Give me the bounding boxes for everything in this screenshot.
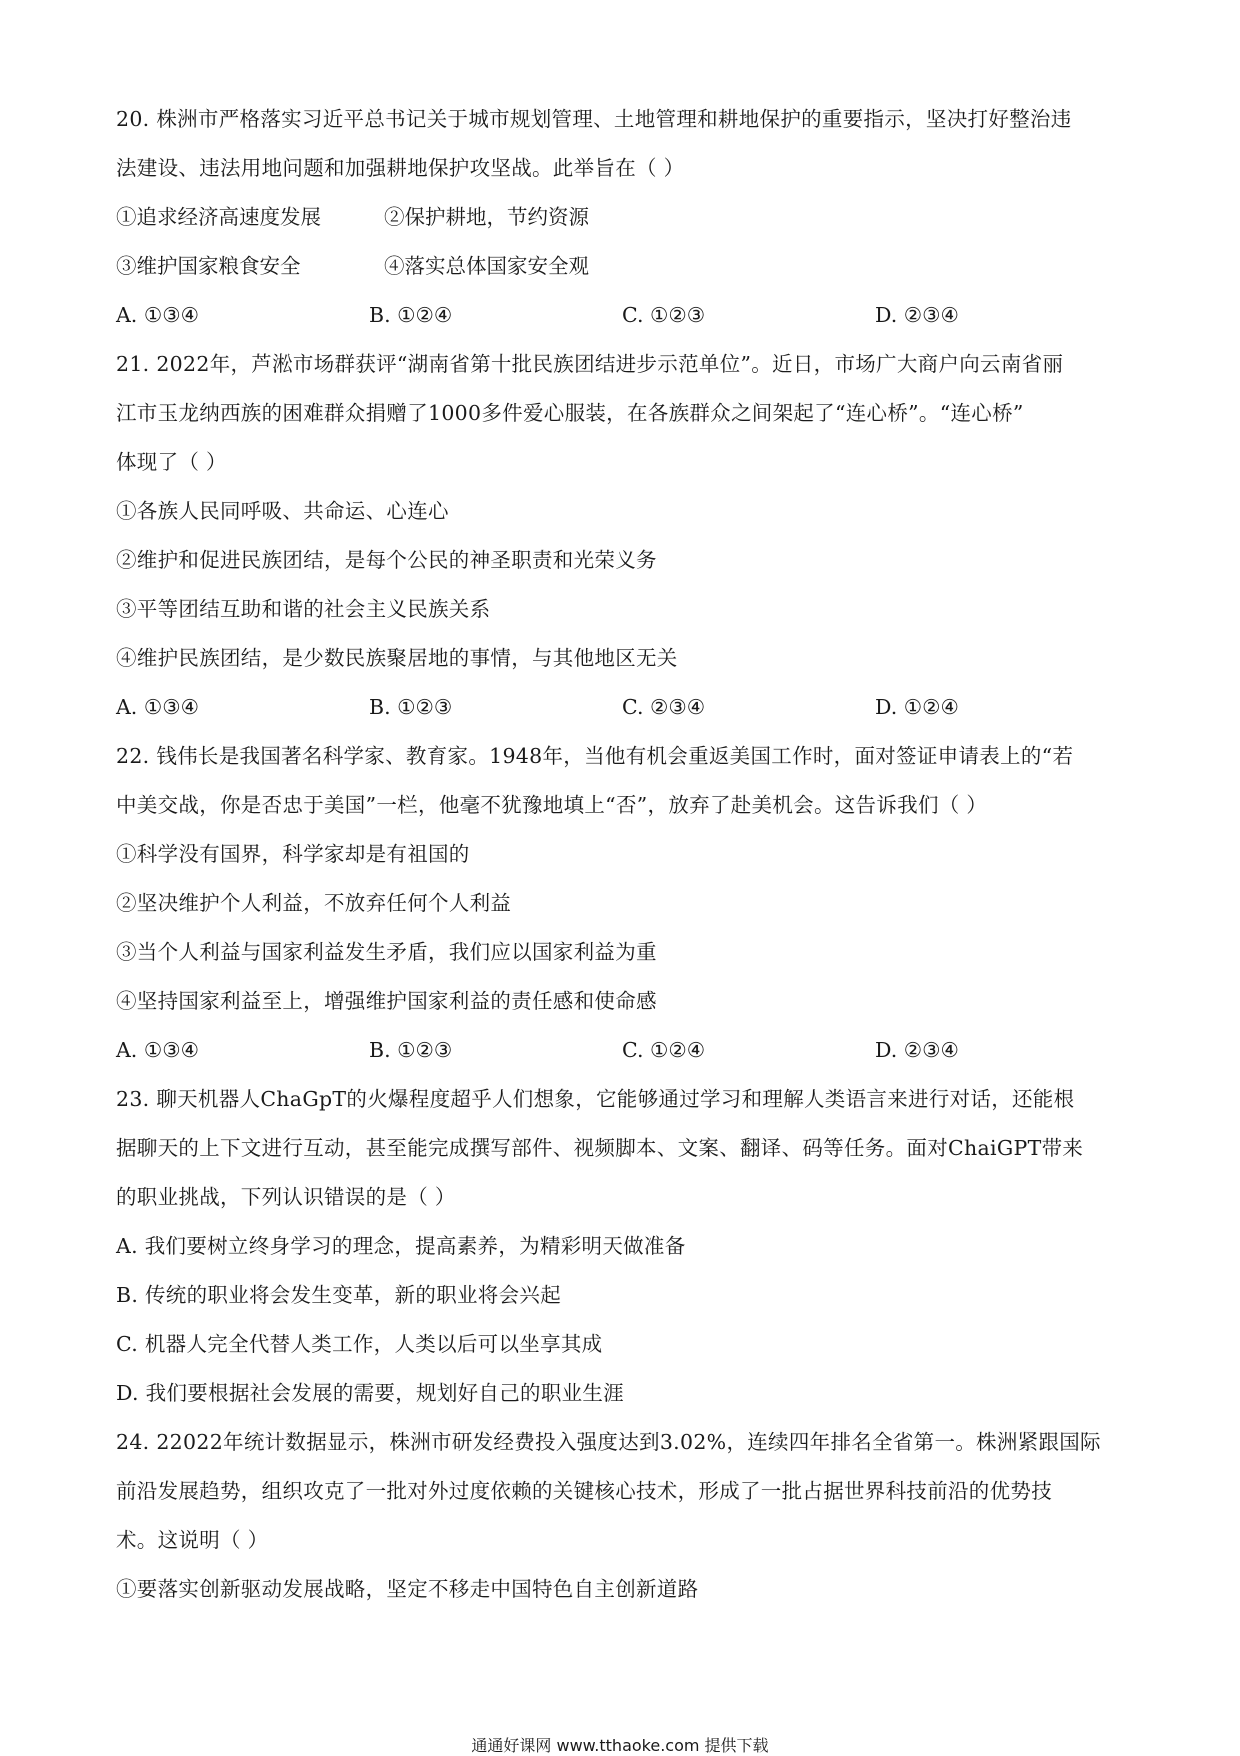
q21-item-1: ①各族人民同呼吸、共命运、心连心 [116, 499, 449, 523]
q21-option-a: A. ①③④ [116, 695, 199, 719]
q22-option-b: B. ①②③ [369, 1038, 453, 1062]
q22-item-4: ④坚持国家利益至上，增强维护国家利益的责任感和使命感 [116, 989, 657, 1013]
q21-stem-line-3: 体现了（ ） [116, 450, 227, 474]
q22-option-d: D. ②③④ [875, 1038, 959, 1062]
q20-option-c: C. ①②③ [622, 303, 706, 327]
q23-stem-line-2: 据聊天的上下文进行互动，甚至能完成撰写部件、视频脚本、文案、翻译、码等任务。面对ChaiGPT带来 [116, 1136, 1084, 1160]
q20-item-1: ①追求经济高速度发展 [116, 205, 321, 229]
q20-option-b: B. ①②④ [369, 303, 453, 327]
q22-item-2: ②坚决维护个人利益，不放弃任何个人利益 [116, 891, 512, 915]
q24-item-1: ①要落实创新驱动发展战略，坚定不移走中国特色自主创新道路 [116, 1577, 699, 1601]
q20-option-d: D. ②③④ [875, 303, 959, 327]
q23-option-d: D. 我们要根据社会发展的需要，规划好自己的职业生涯 [116, 1381, 625, 1405]
q21-option-d: D. ①②④ [875, 695, 959, 719]
q22-item-3: ③当个人利益与国家利益发生矛盾，我们应以国家利益为重 [116, 940, 657, 964]
q20-option-a: A. ①③④ [116, 303, 199, 327]
q23-option-b: B. 传统的职业将会发生变革，新的职业将会兴起 [116, 1283, 561, 1307]
q20-item-3: ③维护国家粮食安全 [116, 254, 301, 278]
q23-stem-line-1: 23. 聊天机器人ChaGpT的火爆程度超乎人们想象，它能够通过学习和理解人类语言来进行对话，还能根 [116, 1087, 1075, 1111]
q20-item-4: ④落实总体国家安全观 [384, 254, 589, 278]
q21-stem-line-2: 江市玉龙纳西族的困难群众捐赠了1000多件爱心服装，在各族群众之间架起了“连心桥”。“连心桥” [116, 401, 1024, 425]
q22-stem-line-1: 22. 钱伟长是我国著名科学家、教育家。1948年，当他有机会重返美国工作时，面对签证申请表上的“若 [116, 744, 1074, 768]
q22-stem-line-2: 中美交战，你是否忠于美国”一栏，他毫不犹豫地填上“否”，放弃了赴美机会。这告诉我们（ ） [116, 793, 988, 817]
q23-option-a: A. 我们要树立终身学习的理念，提高素养，为精彩明天做准备 [116, 1234, 686, 1258]
q21-item-3: ③平等团结互助和谐的社会主义民族关系 [116, 597, 491, 621]
q21-stem-line-1: 21. 2022年，芦淞市场群获评“湖南省第十批民族团结进步示范单位”。近日，市场广大商户向云南省丽 [116, 352, 1064, 376]
q21-item-2: ②维护和促进民族团结，是每个公民的神圣职责和光荣义务 [116, 548, 657, 572]
q20-stem-line-1: 20. 株洲市严格落实习近平总书记关于城市规划管理、土地管理和耕地保护的重要指示，坚决打好整治违 [116, 107, 1072, 131]
q22-item-1: ①科学没有国界，科学家却是有祖国的 [116, 842, 470, 866]
q21-option-c: C. ②③④ [622, 695, 706, 719]
q24-stem-line-3: 术。这说明（ ） [116, 1528, 269, 1552]
q21-option-b: B. ①②③ [369, 695, 453, 719]
q23-stem-line-3: 的职业挑战，下列认识错误的是（ ） [116, 1185, 456, 1209]
q20-stem-line-2: 法建设、违法用地问题和加强耕地保护攻坚战。此举旨在（ ） [116, 156, 685, 180]
q20-item-2: ②保护耕地，节约资源 [384, 205, 589, 229]
page-footer: 通通好课网 www.tthaoke.com 提供下载 [471, 1736, 769, 1755]
q21-item-4: ④维护民族团结，是少数民族聚居地的事情，与其他地区无关 [116, 646, 678, 670]
q22-option-c: C. ①②④ [622, 1038, 706, 1062]
q24-stem-line-1: 24. 22022年统计数据显示，株洲市研发经费投入强度达到3.02%，连续四年排名全省第一。株洲紧跟国际 [116, 1430, 1101, 1454]
q23-option-c: C. 机器人完全代替人类工作，人类以后可以坐享其成 [116, 1332, 603, 1356]
q22-option-a: A. ①③④ [116, 1038, 199, 1062]
q24-stem-line-2: 前沿发展趋势，组织攻克了一批对外过度依赖的关键核心技术，形成了一批占据世界科技前沿的优势技 [116, 1479, 1052, 1503]
